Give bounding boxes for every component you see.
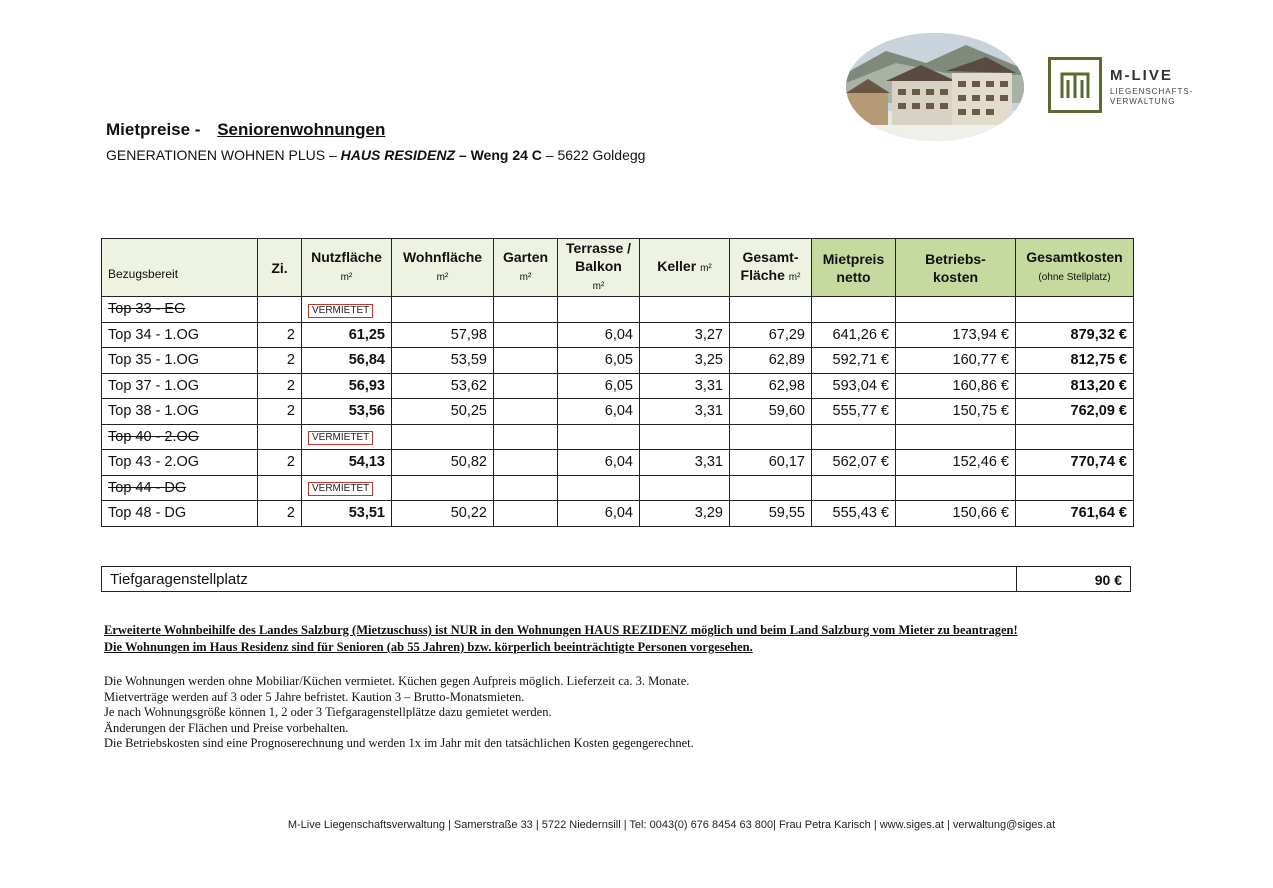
empty-cell	[558, 475, 640, 501]
m-live-logo	[1048, 57, 1194, 117]
living-area-cell: 57,98	[392, 322, 494, 348]
rooms-cell: 2	[258, 322, 302, 348]
empty-cell	[1016, 424, 1134, 450]
parking-row	[101, 566, 1131, 592]
parking-divider	[1016, 567, 1017, 591]
cellar-cell: 3,27	[640, 322, 730, 348]
col-header-usable-area: Nutzfläche m²	[302, 239, 392, 297]
rent-net-cell: 641,26 €	[812, 322, 896, 348]
terrace-cell: 6,05	[558, 373, 640, 399]
rooms-cell: 2	[258, 348, 302, 374]
empty-cell	[812, 297, 896, 323]
empty-cell	[392, 424, 494, 450]
total-costs-cell: 812,75 €	[1016, 348, 1134, 374]
logo-name: M-LIVE	[1110, 67, 1173, 84]
col-header-garden: Garten m²	[494, 239, 558, 297]
unit-cell	[102, 399, 258, 425]
empty-cell	[1016, 297, 1134, 323]
unit-name: Top 43 - 2.OG	[108, 454, 200, 471]
living-area-cell: 50,82	[392, 450, 494, 476]
parking-price: 90 €	[1094, 572, 1122, 588]
status-badge: VERMIETET	[308, 304, 373, 318]
usable-area-cell: 56,84	[302, 348, 392, 374]
unit-name: Top 44 - DG	[108, 479, 187, 496]
garden-cell	[494, 399, 558, 425]
page-subtitle	[106, 147, 645, 163]
empty-cell	[812, 424, 896, 450]
unit-name: Top 33 - EG	[108, 301, 186, 318]
col-header-operating-costs: Betriebs- kosten	[896, 239, 1016, 297]
unit-name: Top 34 - 1.OG	[108, 326, 200, 343]
note-line: Die Wohnungen werden ohne Mobiliar/Küchen vermietet. Küchen gegen Aufpreis möglich. Lieferzeit ca. 3. Monate.	[104, 674, 690, 688]
note-line: Änderungen der Flächen und Preise vorbehalten.	[104, 720, 349, 735]
note-line: Je nach Wohnungsgröße können 1, 2 oder 3 Tiefgaragenstellplätze dazu gemietet werden.	[104, 705, 552, 720]
empty-cell	[558, 297, 640, 323]
unit-name: Top 37 - 1.OG	[108, 377, 200, 394]
unit-name: Top 38 - 1.OG	[108, 403, 200, 420]
status-cell	[302, 297, 392, 323]
table-row	[102, 450, 1134, 476]
empty-cell	[730, 297, 812, 323]
table-row	[102, 475, 1134, 501]
unit-name: Top 35 - 1.OG	[108, 352, 200, 369]
rent-net-cell: 592,71 €	[812, 348, 896, 374]
empty-cell	[730, 475, 812, 501]
cellar-cell: 3,31	[640, 450, 730, 476]
total-area-cell: 62,89	[730, 348, 812, 374]
empty-cell	[494, 475, 558, 501]
rooms-cell	[258, 297, 302, 323]
status-cell	[302, 424, 392, 450]
terrace-cell: 6,05	[558, 348, 640, 374]
empty-cell	[730, 424, 812, 450]
operating-costs-cell: 160,86 €	[896, 373, 1016, 399]
empty-cell	[640, 297, 730, 323]
rent-net-cell: 562,07 €	[812, 450, 896, 476]
rooms-cell: 2	[258, 501, 302, 527]
subtitle-project: GENERATIONEN WOHNEN PLUS –	[106, 147, 341, 163]
status-badge: VERMIETET	[308, 431, 373, 445]
table-row	[102, 399, 1134, 425]
terrace-cell: 6,04	[558, 322, 640, 348]
table-row	[102, 322, 1134, 348]
cellar-cell: 3,31	[640, 373, 730, 399]
notice-line-1: Erweiterte Wohnbeihilfe des Landes Salzburg (Mietzuschuss) ist NUR in den Wohnungen HAUS REZIDENZ möglich und beim Land Salzburg vom Mieter zu beantragen!	[104, 623, 1018, 637]
empty-cell	[896, 475, 1016, 501]
terrace-cell: 6,04	[558, 501, 640, 527]
status-cell	[302, 475, 392, 501]
usable-area-cell: 53,56	[302, 399, 392, 425]
living-area-cell: 53,59	[392, 348, 494, 374]
title-prefix: Mietpreise -	[106, 120, 201, 139]
notice-line-2: Die Wohnungen im Haus Residenz sind für Senioren (ab 55 Jahren) bzw. körperlich beeinträchtigte Personen vorgesehen.	[104, 640, 753, 654]
empty-cell	[558, 424, 640, 450]
operating-costs-cell: 173,94 €	[896, 322, 1016, 348]
rooms-cell: 2	[258, 450, 302, 476]
table-row	[102, 373, 1134, 399]
operating-costs-cell: 150,75 €	[896, 399, 1016, 425]
usable-area-cell: 54,13	[302, 450, 392, 476]
garden-cell	[494, 501, 558, 527]
col-header-cellar: Keller m²	[640, 239, 730, 297]
garden-cell	[494, 348, 558, 374]
total-costs-cell: 770,74 €	[1016, 450, 1134, 476]
operating-costs-cell: 150,66 €	[896, 501, 1016, 527]
total-area-cell: 60,17	[730, 450, 812, 476]
col-header-rent-net: Mietpreis netto	[812, 239, 896, 297]
empty-cell	[896, 297, 1016, 323]
footer-contact: M-Live Liegenschaftsverwaltung | Samerstraße 33 | 5722 Niedernsill | Tel: 0043(0) 676 8454 63 800| Frau Petra Karisch | www.siges.at | verwaltung@siges.at	[287, 819, 1056, 831]
col-header-living-area: Wohnfläche m²	[392, 239, 494, 297]
unit-cell	[102, 501, 258, 527]
garden-cell	[494, 373, 558, 399]
page-title	[106, 120, 387, 140]
rent-net-cell: 555,77 €	[812, 399, 896, 425]
total-costs-cell: 879,32 €	[1016, 322, 1134, 348]
rooms-cell	[258, 424, 302, 450]
note-line: Die Betriebskosten sind eine Prognoserechnung und werden 1x im Jahr mit den tatsächlichen Kosten gegengerechnet.	[104, 736, 694, 751]
total-area-cell: 67,29	[730, 322, 812, 348]
empty-cell	[1016, 475, 1134, 501]
unit-cell	[102, 450, 258, 476]
rooms-cell: 2	[258, 373, 302, 399]
total-costs-cell: 813,20 €	[1016, 373, 1134, 399]
total-area-cell: 59,55	[730, 501, 812, 527]
parking-label: Tiefgaragenstellplatz	[110, 571, 248, 588]
table-row	[102, 297, 1134, 323]
operating-costs-cell: 160,77 €	[896, 348, 1016, 374]
empty-cell	[640, 424, 730, 450]
status-badge: VERMIETET	[308, 482, 373, 496]
total-area-cell: 59,60	[730, 399, 812, 425]
unit-cell	[102, 297, 258, 323]
unit-cell	[102, 348, 258, 374]
logo-subtitle	[1110, 87, 1194, 107]
subtitle-location: – 5622 Goldegg	[541, 147, 646, 163]
cellar-cell: 3,31	[640, 399, 730, 425]
title-category: Seniorenwohnungen	[217, 120, 386, 139]
table-row	[102, 501, 1134, 527]
garden-cell	[494, 322, 558, 348]
table-row	[102, 424, 1134, 450]
col-header-total-costs: Gesamtkosten (ohne Stellplatz)	[1016, 239, 1134, 297]
operating-costs-cell: 152,46 €	[896, 450, 1016, 476]
rent-net-cell: 593,04 €	[812, 373, 896, 399]
logo-subtitle-line2: VERWALTUNG	[1110, 97, 1176, 106]
logo-subtitle-line1: LIEGENSCHAFTS-	[1110, 87, 1194, 96]
rent-table	[101, 238, 1134, 527]
usable-area-cell: 53,51	[302, 501, 392, 527]
unit-cell	[102, 322, 258, 348]
empty-cell	[896, 424, 1016, 450]
table-row	[102, 348, 1134, 374]
empty-cell	[392, 475, 494, 501]
col-header-availability: Bezugsbereit	[102, 239, 258, 297]
living-area-cell: 50,25	[392, 399, 494, 425]
logo-mark-icon	[1048, 57, 1102, 113]
garden-cell	[494, 450, 558, 476]
cellar-cell: 3,29	[640, 501, 730, 527]
col-header-rooms: Zi.	[258, 239, 302, 297]
total-costs-cell: 761,64 €	[1016, 501, 1134, 527]
empty-cell	[494, 297, 558, 323]
unit-name: Top 40 - 2.OG	[108, 428, 200, 445]
empty-cell	[640, 475, 730, 501]
rooms-cell: 2	[258, 399, 302, 425]
living-area-cell: 50,22	[392, 501, 494, 527]
note-line: Mietverträge werden auf 3 oder 5 Jahre befristet. Kaution 3 – Brutto-Monatsmieten.	[104, 689, 525, 704]
empty-cell	[812, 475, 896, 501]
terrace-cell: 6,04	[558, 450, 640, 476]
rent-net-cell: 555,43 €	[812, 501, 896, 527]
living-area-cell: 53,62	[392, 373, 494, 399]
total-area-cell: 62,98	[730, 373, 812, 399]
empty-cell	[392, 297, 494, 323]
subsidy-notice	[104, 622, 1018, 656]
unit-name: Top 48 - DG	[108, 505, 187, 522]
usable-area-cell: 56,93	[302, 373, 392, 399]
cellar-cell: 3,25	[640, 348, 730, 374]
terrace-cell: 6,04	[558, 399, 640, 425]
unit-cell	[102, 373, 258, 399]
rental-notes	[104, 674, 694, 752]
building-photo	[846, 33, 1024, 141]
rooms-cell	[258, 475, 302, 501]
col-header-total-area: Gesamt- Fläche m²	[730, 239, 812, 297]
subtitle-house: HAUS RESIDENZ –	[340, 147, 467, 163]
table-header-row	[102, 239, 1134, 297]
unit-cell	[102, 424, 258, 450]
subtitle-street: Weng 24 C	[466, 147, 542, 163]
col-header-terrace: Terrasse / Balkon m²	[558, 239, 640, 297]
empty-cell	[494, 424, 558, 450]
unit-cell	[102, 475, 258, 501]
total-costs-cell: 762,09 €	[1016, 399, 1134, 425]
usable-area-cell: 61,25	[302, 322, 392, 348]
